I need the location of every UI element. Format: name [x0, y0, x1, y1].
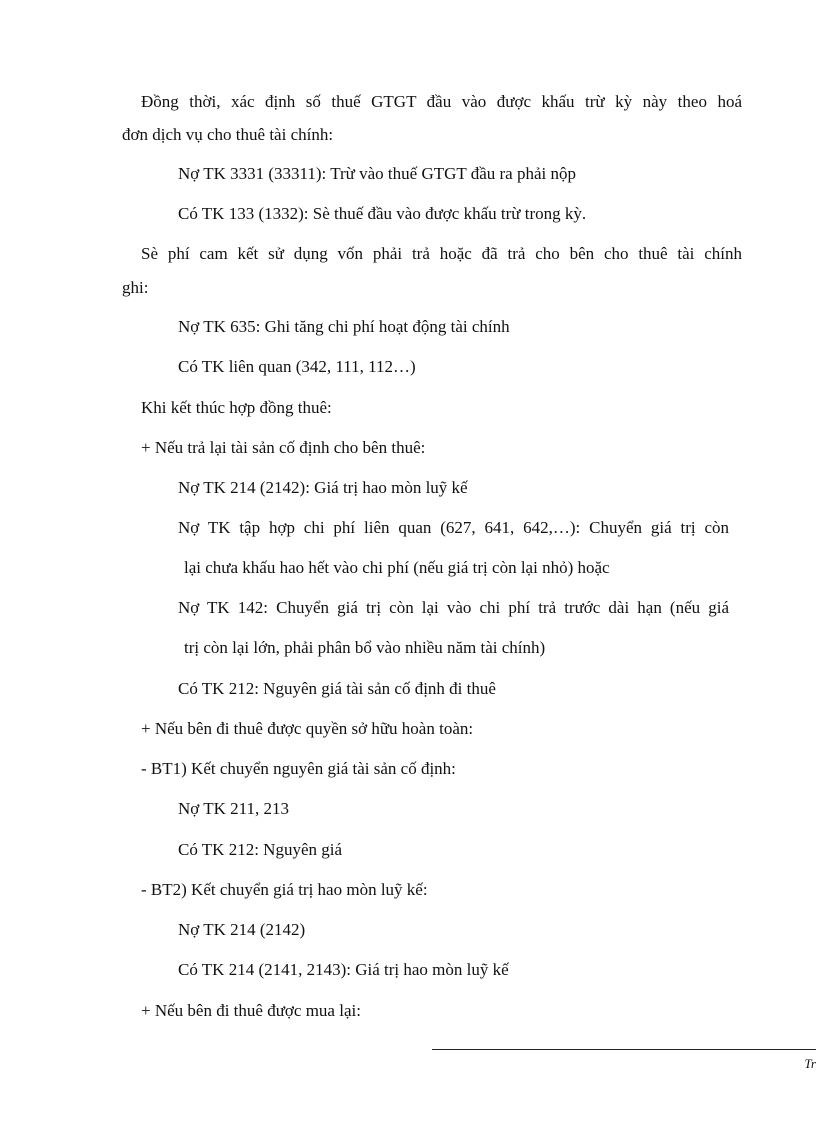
entry-line: Nợ TK tập hợp chi phí liên quan (627, 641, 642,…): Chuyển giá trị còn	[178, 518, 729, 537]
footer-divider	[432, 1049, 816, 1050]
list-item: - BT2) Kết chuyển giá trị hao mòn luỹ kế:	[141, 880, 428, 899]
entry-line: Có TK liên quan (342, 111, 112…)	[178, 357, 416, 376]
paragraph-line: đơn dịch vụ cho thuê tài chính:	[122, 125, 334, 144]
entry-line: trị còn lại lớn, phải phân bổ vào nhiều năm tài chính)	[184, 638, 546, 657]
paragraph-line: Đồng thời, xác định số thuế GTGT đầu vào được khấu trừ kỳ này theo hoá	[141, 92, 742, 111]
entry-line: Có TK 212: Nguyên giá	[178, 840, 343, 859]
paragraph-line: Sè phí cam kết sử dụng vốn phải trả hoặc đã trả cho bên cho thuê tài chính	[141, 244, 742, 263]
entry-line: Có TK 212: Nguyên giá tài sản cố định đi thuê	[178, 679, 496, 698]
entry-line: Nợ TK 635: Ghi tăng chi phí hoạt động tài chính	[178, 317, 510, 336]
entry-line: Nợ TK 214 (2142)	[178, 920, 306, 939]
list-item: + Nếu trả lại tài sản cố định cho bên thuê:	[141, 438, 426, 457]
entry-line: Nợ TK 142: Chuyển giá trị còn lại vào chi phí trả trước dài hạn (nếu giá	[178, 598, 729, 617]
paragraph-line: Khi kết thúc hợp đồng thuê:	[141, 398, 332, 417]
page-footer-label: Tr	[804, 1056, 816, 1071]
entry-line: Nợ TK 214 (2142): Giá trị hao mòn luỹ kế	[178, 478, 468, 497]
entry-line: Nợ TK 211, 213	[178, 799, 289, 818]
entry-line: lại chưa khấu hao hết vào chi phí (nếu giá trị còn lại nhỏ) hoặc	[184, 558, 610, 577]
list-item: + Nếu bên đi thuê được mua lại:	[141, 1001, 361, 1020]
list-item: + Nếu bên đi thuê được quyền sở hữu hoàn toàn:	[141, 719, 474, 738]
entry-line: Có TK 133 (1332): Sè thuế đầu vào được khấu trừ trong kỳ.	[178, 204, 587, 223]
list-item: - BT1) Kết chuyển nguyên giá tài sản cố định:	[141, 759, 456, 778]
paragraph-line: ghi:	[122, 278, 149, 297]
entry-line: Nợ TK 3331 (33311): Trừ vào thuế GTGT đầu ra phải nộp	[178, 164, 576, 183]
entry-line: Có TK 214 (2141, 2143): Giá trị hao mòn luỹ kế	[178, 960, 509, 979]
